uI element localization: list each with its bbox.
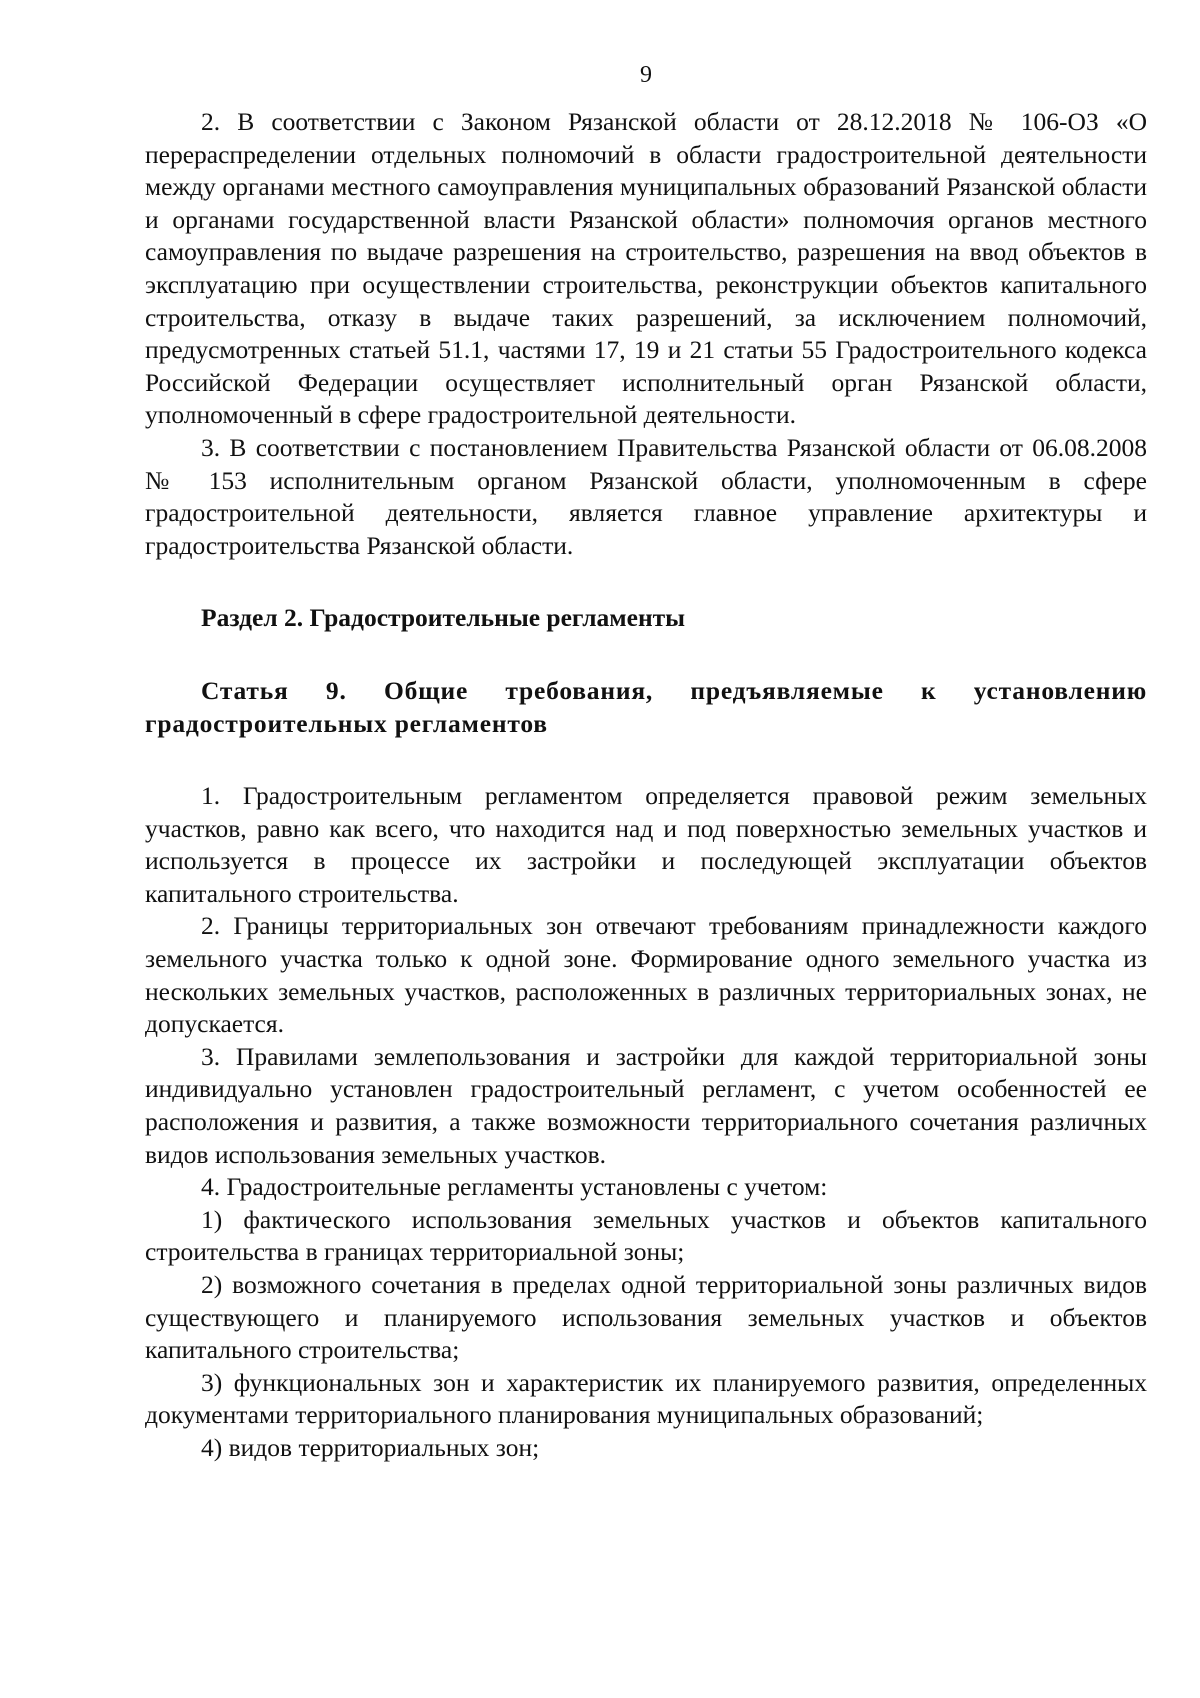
- list-item-1: 1) фактического использования земельных участков и объектов капитального строительства в границах территориальной зоны;: [145, 1204, 1147, 1267]
- article-paragraph-4: 4. Градостроительные регламенты установлены с учетом:: [201, 1172, 828, 1202]
- paragraph-law-3: 3. В соответствии с постановлением Правительства Рязанской области от 06.08.2008 № 153 исполнительным органом Рязанской области, уполномоченным в сфере градостроительной деятельности, является главное управление архитектуры и градостроительства Рязанской области.: [145, 432, 1147, 560]
- page-number: 9: [640, 62, 652, 88]
- article-paragraph-1: 1. Градостроительным регламентом определяется правовой режим земельных участков, равно как всего, что находится над и под поверхностью земельных участков и используется в процессе их застройки и последующей эксплуатации объектов капитального строительства.: [145, 781, 1147, 908]
- section-heading: Раздел 2. Градостроительные регламенты: [201, 603, 686, 633]
- list-item-2: 2) возможного сочетания в пределах одной территориальной зоны различных видов существующего и планируемого использования земельных участков и объектов капитального строительства;: [145, 1270, 1147, 1365]
- article-heading: Статья 9. Общие требования, предъявляемые к установлению градостроительных регламентов: [145, 675, 1147, 738]
- article-paragraph-2: 2. Границы территориальных зон отвечают требованиям принадлежности каждого земельного участка только к одной зоне. Формирование одного земельного участка из нескольких земельных участков, расположенных в различных территориальных зонах, не допускается.: [145, 911, 1147, 1039]
- list-item-4: 4) видов территориальных зон;: [201, 1432, 540, 1462]
- document-page: [145, 58, 1147, 1465]
- paragraph-law-2: 2. В соответствии с Законом Рязанской области от 28.12.2018 № 106-ОЗ «О перераспределении отдельных полномочий в области градостроительной деятельности между органами местного самоуправления муниципальных образований Рязанской области и органами государственной власти Рязанской области» полномочия органов местного самоуправления по выдаче разрешения на строительство, разрешения на ввод объектов в эксплуатацию при осуществлении строительства, реконструкции объектов капитального строительства, отказу в выдаче таких разрешений, за исключением полномочий, предусмотренных статьей 51.1, частями 17, 19 и 21 статьи 55 Градостроительного кодекса Российской Федерации осуществляет исполнительный орган Рязанской области, уполномоченный в сфере градостроительной деятельности.: [145, 107, 1147, 430]
- article-paragraph-3: 3. Правилами землепользования и застройки для каждой территориальной зоны индивидуально установлен градостроительный регламент, с учетом особенностей ее расположения и развития, а также возможности территориального сочетания различных видов использования земельных участков.: [145, 1041, 1147, 1169]
- list-item-3: 3) функциональных зон и характеристик их планируемого развития, определенных документами территориального планирования муниципальных образований;: [145, 1367, 1147, 1430]
